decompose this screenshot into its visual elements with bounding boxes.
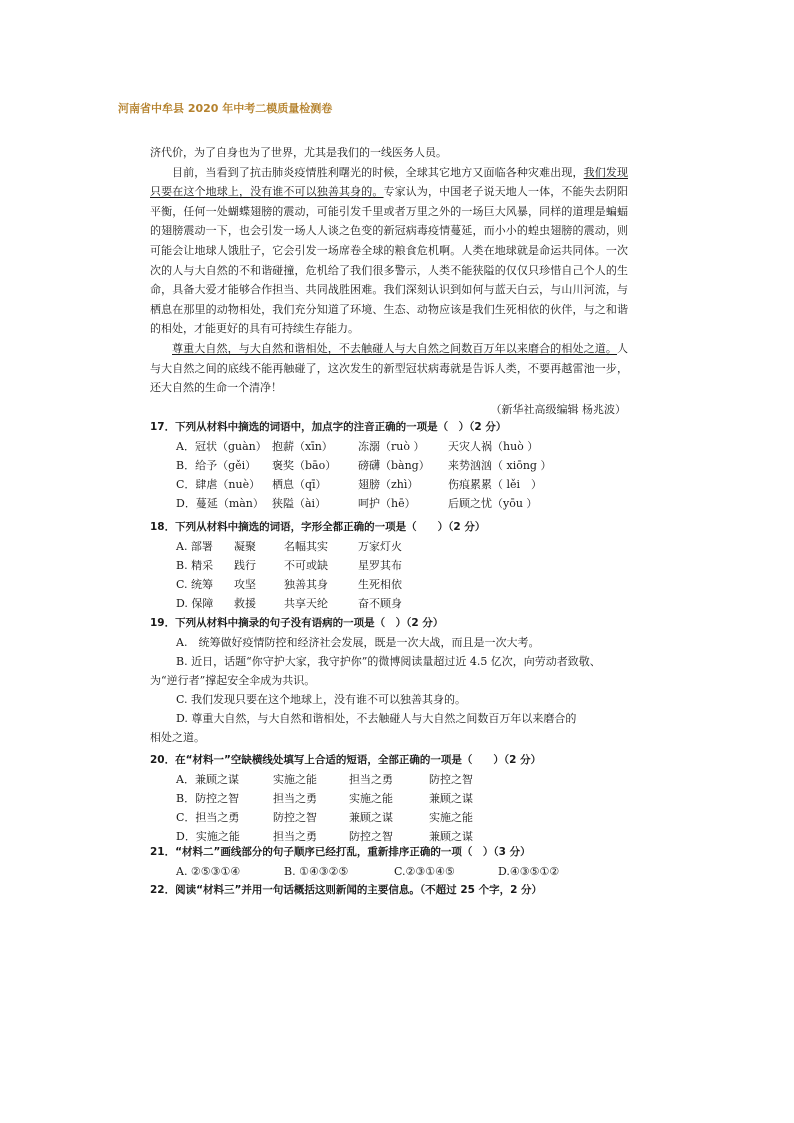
question-17 [150,418,630,513]
material-paragraph-2: 目前，当看到了抗击肺炎疫情胜利曙光的时候，全球其它地方又面临各种灾难出现，我们发现只要在这个地球上，没有谁不可以独善其身的。专家认为，中国老子说天地人一体，不能失去阴阳平衡，任何一处蝴蝶翅膀的震动，可能引发千里或者万里之外的一场巨大风暴，同样的道理是蝙蝠的翅膀震动一下，也会引发一场人人谈之色变的新冠病毒疫情蔓延，而小小的蝗虫翅膀的震动，则可能会让地球人饿肚子，它会引发一场席卷全球的粮食危机啊。人类在地球就是命运共同体。一次次的人与大自然的不和谐碰撞，危机给了我们很多警示，人类不能狭隘的仅仅只珍惜自己个人的生命，具备大爱才能够合作担当、共同战胜困难。我们深刻认识到如何与蓝天白云，与山川河流，与栖息在那里的动物相处，我们充分知道了环境、生态、动物应该是我们生死相依的伙伴，与之和谐的相处，才能更好的具有可持续生存能力。 [150,165,628,336]
option-row: C．担当之勇 防控之智 兼顾之谋 实施之能 [176,811,473,824]
option-row: D．蔓延（màn） 狭隘（ài） 呵护（hē） 后顾之忧（yōu ） [176,497,538,510]
question-21 [150,843,630,881]
source-attribution: （新华社高级编辑 杨兆波） [490,403,626,416]
option-row: D. 保障 救援 共享天纶 奋不顾身 [176,597,402,610]
material-text [150,143,628,398]
question-20 [150,751,630,846]
material-paragraph-3: 尊重大自然，与大自然和谐相处，不去触碰人与大自然之间数百万年以来磨合的相处之道。人与大自然之间的底线不能再触碰了，这次发生的新型冠状病毒就是告诉人类，不要再越雷池一步，还大自然的生命一个清净！ [150,341,628,395]
question-18 [150,518,630,613]
option-d: D. 尊重大自然，与大自然和谐相处，不去触碰人与大自然之间数百万年以来磨合的 [176,712,577,725]
option-row: C. 统筹 攻坚 独善其身 生死相依 [176,578,402,591]
underlined-sentence: 尊重大自然，与大自然和谐相处，不去触碰人与大自然之间数百万年以来磨合的相处之道。 [172,341,617,355]
option-d-continued: 相处之道。 [150,731,205,744]
question-stem: 19．下列从材料中摘录的句子没有语病的一项是（ ）（2 分） [150,617,444,629]
option-b-continued: 为“逆行者”撑起安全伞成为共识。 [150,674,316,687]
question-stem: 21．“材料二”画线部分的句子顺序已经打乱，重新排序正确的一项（ ）（3 分） [150,846,531,858]
option-a: A. 统筹做好疫情防控和经济社会发展，既是一次大战，而且是一次大考。 [176,636,540,649]
option-row: B．防控之智 担当之勇 实施之能 兼顾之谋 [176,792,473,805]
option-row: A．冠状（guàn） 抱薪（xīn） 冻溺（ruò ） 天灾人祸（huò ） [176,440,539,453]
underlined-sentence: 我们发现只要在这个地球上，没有谁不可以独善其身的。 [150,165,628,199]
question-19 [150,614,630,747]
option-row: B. 精采 践行 不可或缺 星罗其布 [176,559,402,572]
exam-header: 河南省中牟县 2020 年中考二模质量检测卷 [118,102,333,115]
option-row: A. ②⑤③①④ B. ①④③②⑤ C.②③①④⑤ D.④③⑤①② [176,865,560,878]
option-row: D．实施之能 担当之勇 防控之智 兼顾之谋 [176,830,473,843]
question-stem: 17．下列从材料中摘选的词语中，加点字的注音正确的一项是（ ）（2 分） [150,421,507,433]
question-stem: 18．下列从材料中摘选的词语，字形全都正确的一项是（ ）（2 分） [150,521,486,533]
material-paragraph-1: 济代价，为了自身也为了世界，尤其是我们的一线医务人员。 [150,146,447,159]
question-stem: 22．阅读“材料三”并用一句话概括这则新闻的主要信息。（不超过 25 个字，2 分） [150,884,543,896]
option-b: B. 近日，话题“你守护大家，我守护你”的微博阅读量超过近 4.5 亿次，向劳动者致敬、 [176,655,601,668]
question-stem: 20．在“材料一”空缺横线处填写上合适的短语，全部正确的一项是（ ）（2 分） [150,754,542,766]
option-c: C. 我们发现只要在这个地球上，没有谁不可以独善其身的。 [176,693,467,706]
question-22 [150,881,630,900]
option-row: C．肆虐（nuè） 栖息（qī） 翅膀（zhì） 伤痕累累（ lěi ） [176,478,543,491]
option-row: A. 部署 凝聚 名幅其实 万家灯火 [176,540,402,553]
option-row: A．兼顾之谋 实施之能 担当之勇 防控之智 [176,773,473,786]
option-row: B．给予（gěi） 褒奖（bāo） 磅礴（bàng） 来势汹汹（ xiōng ） [176,459,552,472]
